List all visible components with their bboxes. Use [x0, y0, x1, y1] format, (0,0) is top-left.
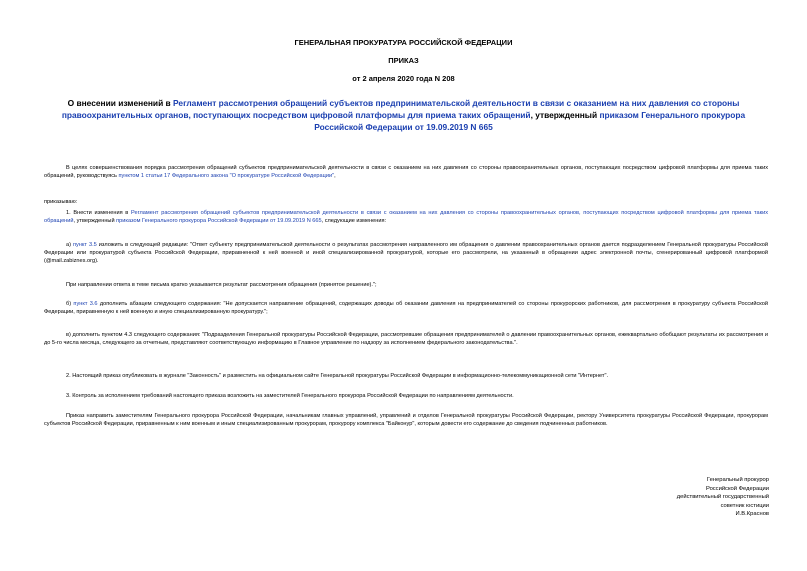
signature-line-2: Российской Федерации: [705, 485, 769, 492]
preamble-end: ,: [334, 173, 336, 180]
preamble-paragraph: [44, 164, 768, 180]
title-link-regulation[interactable]: Регламент рассмотрения обращений субъектов предпринимательской деятельности в связи с оказанием на них давления со стороны правоохранительных органов, поступающих посредством цифровой платформы для приема таких обращений: [61, 98, 740, 120]
signature-name: И.В.Краснов: [735, 511, 769, 518]
item-c-paragraph: в) дополнить пунктом 4.3 следующего содержания: "Подразделения Генеральной прокуратуры Российской Федерации, рассмотревшие обращения предпринимателей о давлении правоохранительных органов, ежеквартально обобщают результаты их рассмотрения и до 5-го числа месяца, следующего за отчетным, представляют соответствующую информацию в Главное управление по надзору за исполнением федерального законодательства.".: [44, 332, 768, 347]
item-1-link-regulation[interactable]: Регламент рассмотрения обращений субъектов предпринимательской деятельности в связи с оказанием на них давления со стороны правоохранительных органов, поступающих посредством цифровой платформы для приема таких обращений: [44, 210, 769, 225]
document-type: ПРИКАЗ: [388, 56, 419, 65]
item-1-text-1: 1. Внести изменения в: [66, 210, 131, 216]
document-title: [40, 97, 767, 133]
item-b-text: дополнить абзацем следующего содержания: "Не допускается направление обращений, содержащих доводы об оказании давления на предпринимателей со стороны прокурорских работников, для рассмотрения в прокуратуру субъекта Российской Федерации, приравненную к ней военную и иную специализированную прокуратуру.";: [44, 301, 769, 316]
signature-block: [569, 476, 769, 519]
item-a-link[interactable]: пункт 3.5: [72, 242, 97, 248]
item-a-continuation: При направлении ответа в теме письма кратко указывается результат рассмотрения обращения (принятое решение).";: [66, 282, 377, 288]
item-a-text: изложить в следующей редакции: "Ответ субъекту предпринимательской деятельности о результатах рассмотрения направленного им обращения о давлении правоохранительных органов дается подразделением Генеральной прокуратуры Российской Федерации или прокуратурой субъекта Российской Федерации, приравненной к ней военной и иной специализированной прокуратурой, которые его рассмотрели, на указанный в обращении адрес электронной почты, сгенерированный цифровой платформой (@mail.zabiznes.org).: [44, 242, 768, 265]
item-b-prefix: б): [66, 301, 74, 307]
item-3-paragraph: 3. Контроль за исполнением требований настоящего приказа возложить на заместителей Генерального прокурора Российской Федерации по направлениям деятельности.: [66, 393, 514, 399]
agency-name: ГЕНЕРАЛЬНАЯ ПРОКУРАТУРА РОССИЙСКОЙ ФЕДЕРАЦИИ: [294, 38, 513, 47]
signature-line-4: советник юстиции: [720, 502, 769, 509]
preamble-text: В целях совершенствования порядка рассмотрения обращений субъектов предпринимательской деятельности в связи с оказанием на них давления со стороны правоохранительных органов, поступающих посредством цифровой платформы для приема таких обращений, руководствуясь: [44, 165, 768, 180]
item-b-paragraph: [44, 300, 768, 316]
distribution-paragraph: Приказ направить заместителям Генерального прокурора Российской Федерации, начальникам главных управлений, управлений и отделов Генеральной прокуратуры Российской Федерации, ректору Университета прокуратуры Российской Федерации, прокурорам субъектов Российской Федерации, приравненным к ним военным и иным специализированным прокурорам, прокурору комплекса "Байконур", которым довести его содержание до сведения подчиненных работников.: [44, 413, 768, 428]
item-2-paragraph: 2. Настоящий приказ опубликовать в журнале "Законность" и разместить на официальном сайте Генеральной прокуратуры Российской Федерации в информационно-телекоммуникационной сети "Интернет".: [66, 373, 609, 379]
order-word: приказываю:: [44, 199, 78, 205]
item-1-link-order[interactable]: приказом Генерального прокурора Российской Федерации от 19.09.2019 N 665: [116, 218, 322, 225]
item-1-text-2: , утвержденный: [73, 218, 117, 225]
title-link-order[interactable]: приказом Генерального прокурора Российской Федерации от 19.09.2019 N 665: [314, 110, 746, 132]
preamble-law-link[interactable]: пунктом 1 статьи 17 Федерального закона "О прокуратуре Российской Федерации": [118, 173, 335, 180]
signature-line-3: действительный государственный: [676, 494, 769, 501]
item-1-paragraph: [44, 209, 768, 225]
item-1-text-3: , следующие изменения:: [321, 218, 387, 225]
title-text-1: О внесении изменений в: [67, 98, 174, 108]
title-text-2: , утвержденный: [530, 110, 600, 120]
document-date-number: от 2 апреля 2020 года N 208: [352, 74, 455, 83]
item-b-link[interactable]: пункт 3.6: [73, 301, 98, 307]
item-a-prefix: а): [66, 242, 73, 248]
item-a-paragraph: [44, 241, 768, 266]
signature-line-1: Генеральный прокурор: [706, 477, 769, 483]
